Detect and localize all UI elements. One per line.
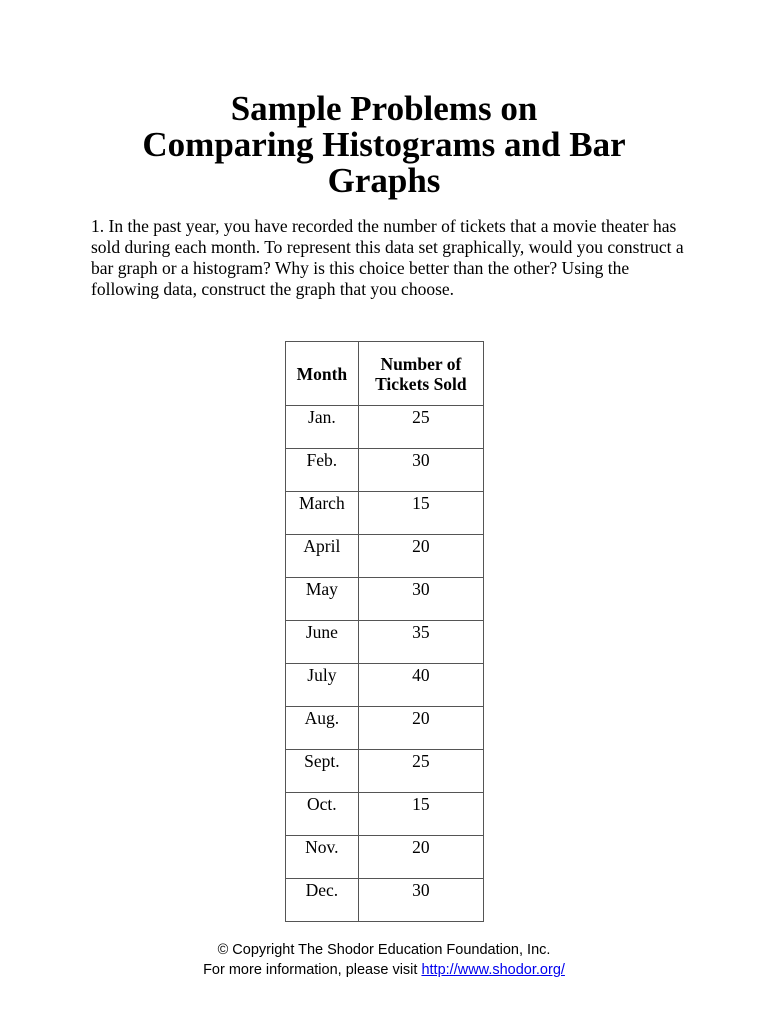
tickets-cell: 15 [358, 793, 483, 836]
month-cell: Sept. [286, 750, 359, 793]
tickets-cell: 25 [358, 750, 483, 793]
shodor-link[interactable]: http://www.shodor.org/ [421, 962, 565, 978]
copyright-text: © Copyright The Shodor Education Foundation, Inc. [217, 942, 551, 958]
tickets-cell: 30 [358, 578, 483, 621]
month-cell: Jan. [286, 406, 359, 449]
table-row [286, 750, 484, 793]
info-prefix: For more information, please visit [203, 962, 422, 978]
tickets-cell: 35 [358, 621, 483, 664]
table-row [286, 707, 484, 750]
table-row [286, 879, 484, 922]
month-cell: April [286, 535, 359, 578]
tickets-table [285, 341, 484, 922]
table-row [286, 664, 484, 707]
tickets-header-line-1: Number of [380, 353, 462, 374]
month-column-header: Month [286, 342, 359, 406]
month-cell: Oct. [286, 793, 359, 836]
tickets-cell: 20 [358, 707, 483, 750]
month-cell: June [286, 621, 359, 664]
table-row [286, 836, 484, 879]
month-cell: July [286, 664, 359, 707]
month-cell: Dec. [286, 879, 359, 922]
table-row [286, 578, 484, 621]
title-line-1: Sample Problems on [230, 89, 538, 128]
tickets-cell: 25 [358, 406, 483, 449]
table-row [286, 621, 484, 664]
tickets-header-line-2: Tickets Sold [375, 373, 467, 394]
footer [0, 940, 768, 980]
problem-text: 1. In the past year, you have recorded the number of tickets that a movie theater has sold during each month. To represent this data set graphically, would you construct a bar graph or a histogram? Why is this choice better than the other? Using the following data, construct the graph that you choose. [91, 216, 684, 299]
page-title [60, 91, 708, 199]
month-cell: May [286, 578, 359, 621]
table-header-row [286, 342, 484, 406]
tickets-cell: 30 [358, 879, 483, 922]
table-row [286, 535, 484, 578]
title-line-3: Graphs [327, 161, 441, 200]
table-row [286, 406, 484, 449]
tickets-cell: 40 [358, 664, 483, 707]
tickets-cell: 15 [358, 492, 483, 535]
tickets-cell: 20 [358, 836, 483, 879]
month-cell: Feb. [286, 449, 359, 492]
tickets-column-header [358, 342, 483, 406]
table-row [286, 449, 484, 492]
table-row [286, 492, 484, 535]
title-line-2: Comparing Histograms and Bar [142, 125, 626, 164]
tickets-cell: 20 [358, 535, 483, 578]
month-cell: Nov. [286, 836, 359, 879]
month-cell: March [286, 492, 359, 535]
tickets-cell: 30 [358, 449, 483, 492]
table-body [286, 406, 484, 922]
info-line [0, 960, 768, 980]
table-row [286, 793, 484, 836]
month-cell: Aug. [286, 707, 359, 750]
